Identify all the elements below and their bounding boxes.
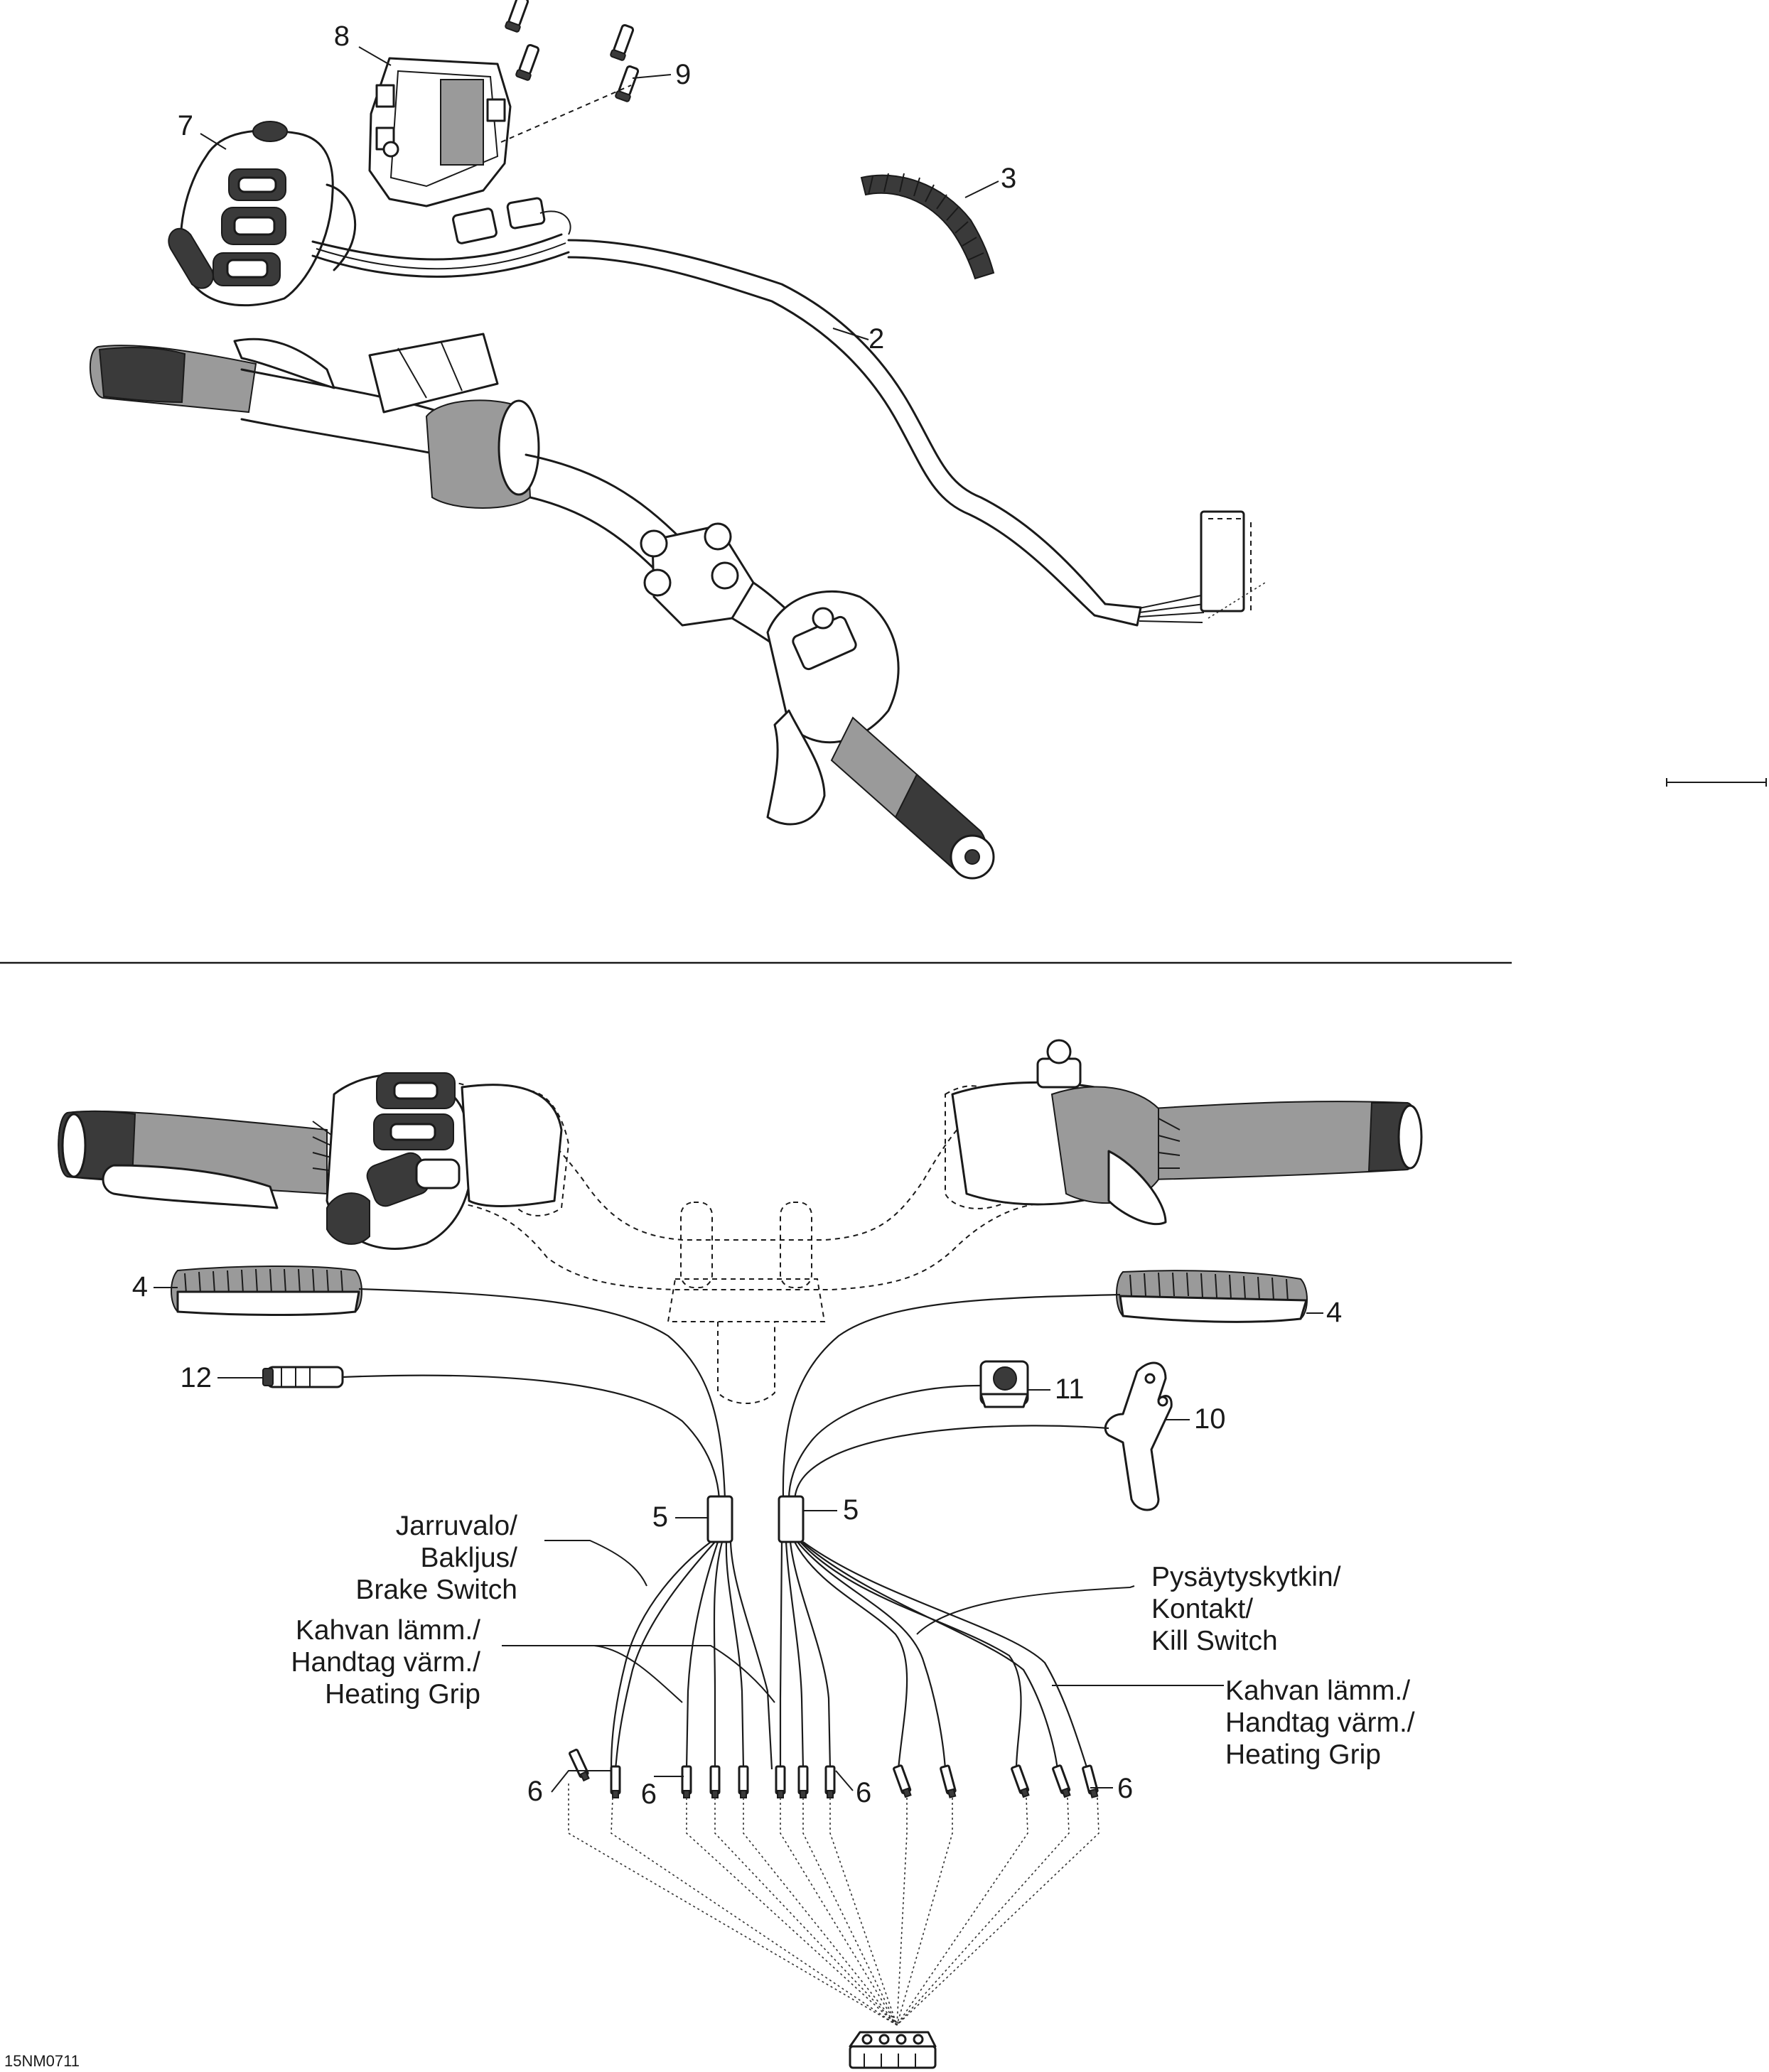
harness-branches: [611, 1542, 1087, 1769]
left-grip-assembly: [58, 1073, 561, 1249]
callout-7: 7: [177, 110, 193, 141]
grip-heater-left-part-4: [171, 1266, 362, 1315]
bracket-part-10: [1105, 1363, 1171, 1510]
protective-sleeve-part-3: [861, 173, 994, 279]
callout-5-left: 5: [652, 1501, 668, 1533]
connector-part-12: [263, 1367, 343, 1387]
callout-4-left: 4: [131, 1271, 148, 1302]
callout-11: 11: [1055, 1374, 1085, 1405]
switch-part-11: [981, 1361, 1028, 1407]
heating-grip-left-label-en: Heating Grip: [325, 1679, 480, 1710]
heating-grip-right-label-fi: Kahvan lämm./: [1225, 1676, 1411, 1706]
heating-grip-right-label-en: Heating Grip: [1225, 1739, 1381, 1770]
callout-5-right: 5: [843, 1494, 859, 1526]
callout-12: 12: [180, 1362, 212, 1393]
leader-9: [633, 75, 671, 78]
heating-grip-right-label-sv: Handtag värm./: [1225, 1707, 1415, 1738]
scale-mark: [1667, 778, 1766, 787]
callout-8: 8: [333, 21, 350, 52]
leader-8: [359, 47, 391, 65]
heating-grip-left-label-sv: Handtag värm./: [291, 1647, 480, 1678]
kill-switch-label-sv: Kontakt/: [1151, 1594, 1254, 1624]
callout-6-d: 6: [1117, 1773, 1134, 1804]
main-connector-block: [850, 2032, 935, 2068]
callout-9: 9: [675, 59, 692, 90]
callout-3: 3: [1001, 163, 1017, 194]
drawing-code: 15NM0711: [4, 2052, 80, 2070]
callout-4-right: 4: [1326, 1297, 1343, 1328]
kill-switch-label-en: Kill Switch: [1151, 1626, 1278, 1656]
sleeve-left-part-5: [708, 1496, 732, 1542]
brake-switch-label-fi: Jarruvalo/: [395, 1511, 517, 1541]
leader-brake-switch: [544, 1540, 647, 1586]
leader-3: [965, 181, 999, 198]
kill-switch-label-fi: Pysäytyskytkin/: [1151, 1562, 1341, 1592]
grip-heater-right-part-4: [1117, 1270, 1307, 1322]
leader-6-c: [836, 1771, 853, 1791]
callout-6-c: 6: [856, 1777, 872, 1808]
screws-part-9: [505, 0, 640, 102]
brake-switch-label-en: Brake Switch: [355, 1575, 517, 1605]
upper-handlebar: [90, 334, 994, 878]
heating-grip-left-label-fi: Kahvan lämm./: [295, 1615, 480, 1646]
upper-exploded-view: [90, 0, 1766, 878]
callout-6-b: 6: [640, 1779, 657, 1810]
callout-2: 2: [869, 323, 885, 355]
switch-housing-cover-part-8: [370, 58, 631, 206]
callout-10: 10: [1194, 1403, 1226, 1435]
right-grip-assembly: [952, 1040, 1421, 1224]
sleeve-right-part-5: [779, 1496, 803, 1542]
connector-pinout-lines: [569, 1784, 1099, 2025]
brake-switch-label-sv: Bakljus/: [420, 1543, 517, 1573]
lower-wiring-view: [58, 1040, 1421, 2068]
callout-6-a: 6: [527, 1776, 543, 1807]
